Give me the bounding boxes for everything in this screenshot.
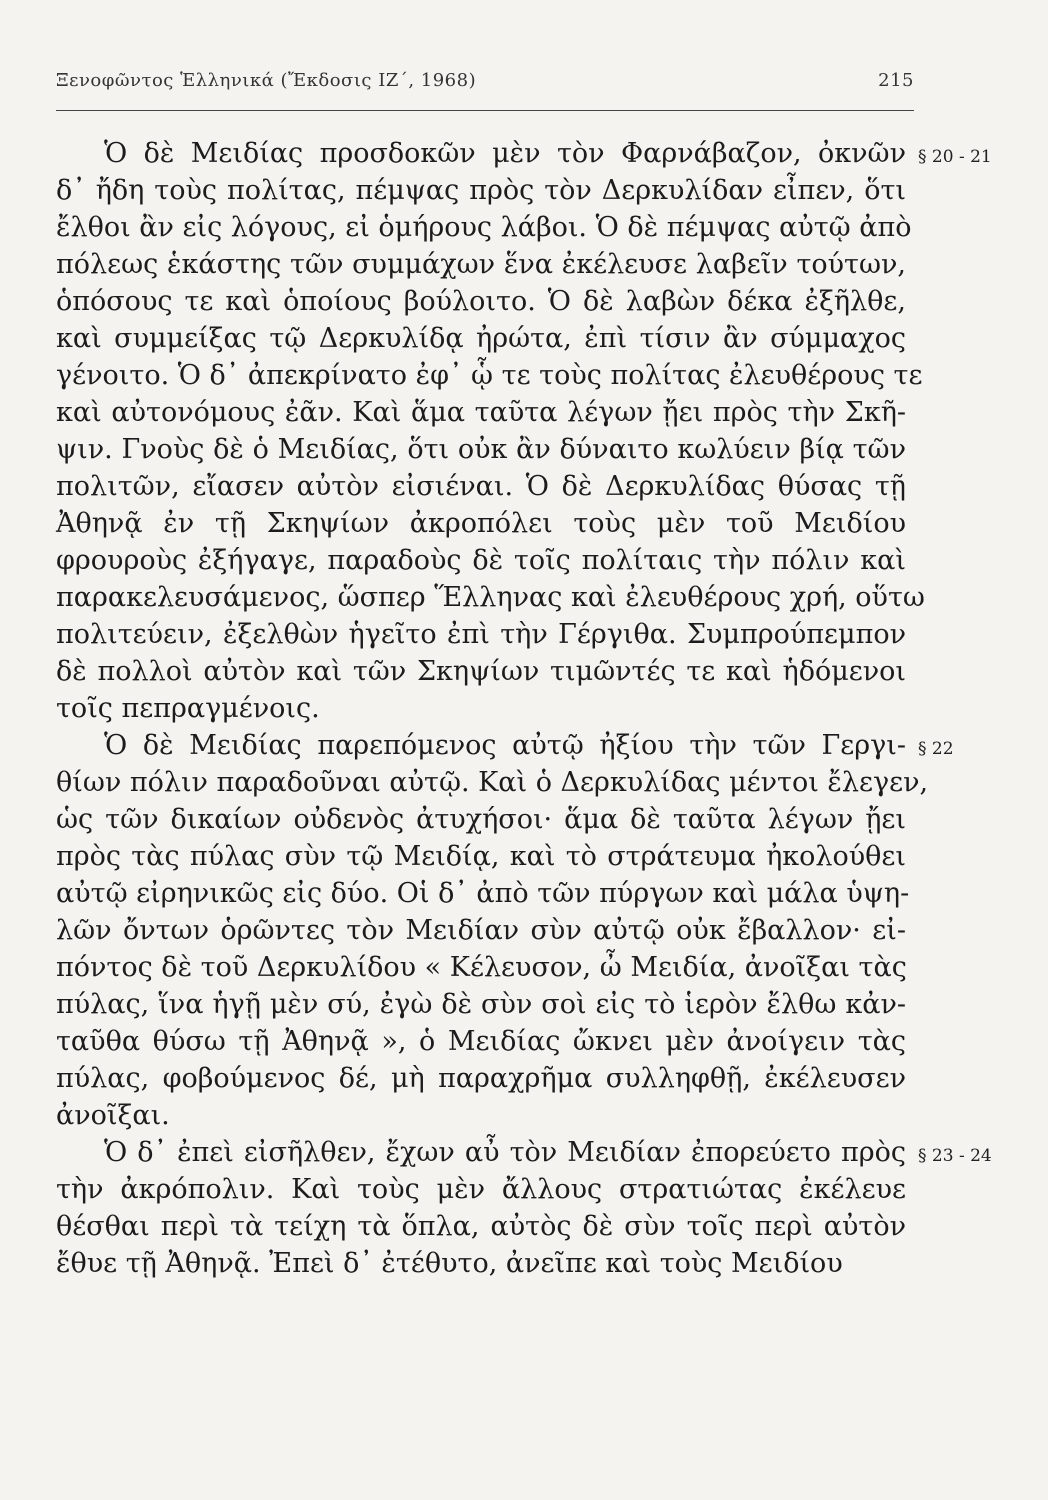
text-line: πολιτεύειν, ἐξελθὼν ἡγεῖτο ἐπὶ τὴν Γέργιθα. Συμπρούπεμπον [56,619,906,650]
text-line: δ᾿ ἤδη τοὺς πολίτας, πέμψας πρὸς τὸν Δερκυλίδαν εἶπεν, ὅτι [56,175,906,206]
paragraph [56,1134,906,1282]
section-marker: § 20 - 21 [918,147,992,167]
text-line: γένοιτο. Ὁ δ᾿ ἀπεκρίνατο ἐφ᾿ ᾧ τε τοὺς πολίτας ἐλευθέρους τε [56,360,923,391]
text-line: θέσθαι περὶ τὰ τείχη τὰ ὅπλα, αὐτὸς δὲ σὺν τοῖς περὶ αὐτὸν [56,1211,906,1242]
text-line: ἔλθοι ἂν εἰς λόγους, εἰ ὁμήρους λάβοι. Ὁ δὲ πέμψας αὐτῷ ἀπὸ [56,212,912,243]
text-line: ψιν. Γνοὺς δὲ ὁ Μειδίας, ὅτι οὐκ ἂν δύναιτο κωλύειν βίᾳ τῶν [56,434,906,465]
text-line: ὁπόσους τε καὶ ὁποίους βούλοιτο. Ὁ δὲ λαβὼν δέκα ἐξῆλθε, [56,286,906,317]
text-line: τὴν ἀκρόπολιν. Καὶ τοὺς μὲν ἄλλους στρατιώτας ἐκέλευε [56,1174,906,1205]
text-line: ὡς τῶν δικαίων οὐδενὸς ἀτυχήσοι· ἅμα δὲ ταῦτα λέγων ᾔει [56,804,906,835]
text-line: πρὸς τὰς πύλας σὺν τῷ Μειδίᾳ, καὶ τὸ στράτευμα ἠκολούθει [56,841,906,872]
text-line: καὶ συμμείξας τῷ Δερκυλίδᾳ ἠρώτα, ἐπὶ τίσιν ἂν σύμμαχος [56,323,906,354]
text-line: πύλας, φοβούμενος δέ, μὴ παραχρῆμα συλληφθῇ, ἐκέλευσεν [56,1063,906,1094]
text-line: παρακελευσάμενος, ὥσπερ Ἕλληνας καὶ ἐλευθέρους χρή, οὕτω [56,582,925,613]
paragraph [56,135,925,727]
header-title: Ξενοφῶντος Ἑλληνικά (Ἔκδοσις ΙΖ΄, 1968) [56,70,477,91]
text-line: πύλας, ἵνα ἡγῇ μὲν σύ, ἐγὼ δὲ σὺν σοὶ εἰς τὸ ἱερὸν ἔλθω κἀν- [56,989,906,1020]
header-rule [56,110,914,111]
page-number: 215 [878,70,914,91]
text-line: Ὁ δὲ Μειδίας παρεπόμενος αὐτῷ ἠξίου τὴν τῶν Γεργι- [104,730,906,761]
text-line: πολιτῶν, εἴασεν αὐτὸν εἰσιέναι. Ὁ δὲ Δερκυλίδας θύσας τῇ [56,471,906,502]
text-line: καὶ αὐτονόμους ἐᾶν. Καὶ ἅμα ταῦτα λέγων ᾔει πρὸς τὴν Σκῆ- [56,397,906,428]
text-line: θίων πόλιν παραδοῦναι αὐτῷ. Καὶ ὁ Δερκυλίδας μέντοι ἔλεγεν, [56,767,929,798]
text-line: πόντος δὲ τοῦ Δερκυλίδου « Κέλευσον, ὦ Μειδία, ἀνοῖξαι τὰς [56,952,907,983]
running-header [56,70,914,91]
text-line: Ὁ δὲ Μειδίας προσδοκῶν μὲν τὸν Φαρνάβαζον, ὀκνῶν [104,138,906,169]
text-line: δὲ πολλοὶ αὐτὸν καὶ τῶν Σκηψίων τιμῶντές τε καὶ ἡδόμενοι [56,656,906,687]
section-marker: § 22 [918,739,954,759]
text-line: ταῦθα θύσω τῇ Ἀθηνᾷ », ὁ Μειδίας ὤκνει μὲν ἀνοίγειν τὰς [56,1026,906,1057]
body-text [56,135,929,1282]
text-line: πόλεως ἑκάστης τῶν συμμάχων ἕνα ἐκέλευσε λαβεῖν τούτων, [56,249,906,280]
text-line: ἀνοῖξαι. [56,1100,170,1131]
section-marker: § 23 - 24 [918,1146,992,1166]
text-line: Ἀθηνᾷ ἐν τῇ Σκηψίων ἀκροπόλει τοὺς μὲν τοῦ Μειδίου [56,508,906,539]
text-line: αὐτῷ εἰρηνικῶς εἰς δύο. Οἱ δ᾿ ἀπὸ τῶν πύργων καὶ μάλα ὑψη- [56,878,910,909]
text-line: τοῖς πεπραγμένοις. [56,693,320,724]
text-line: ἔθυε τῇ Ἀθηνᾷ. Ἐπεὶ δ᾿ ἐτέθυτο, ἀνεῖπε καὶ τοὺς Μειδίου [56,1248,843,1279]
text-line: λῶν ὄντων ὁρῶντες τὸν Μειδίαν σὺν αὐτῷ οὐκ ἔβαλλον· εἰ- [56,915,906,946]
text-line: Ὁ δ᾿ ἐπεὶ εἰσῆλθεν, ἔχων αὖ τὸν Μειδίαν ἐπορεύετο πρὸς [104,1137,906,1168]
paragraph [56,727,929,1134]
text-line: φρουροὺς ἐξήγαγε, παραδοὺς δὲ τοῖς πολίταις τὴν πόλιν καὶ [56,545,906,576]
